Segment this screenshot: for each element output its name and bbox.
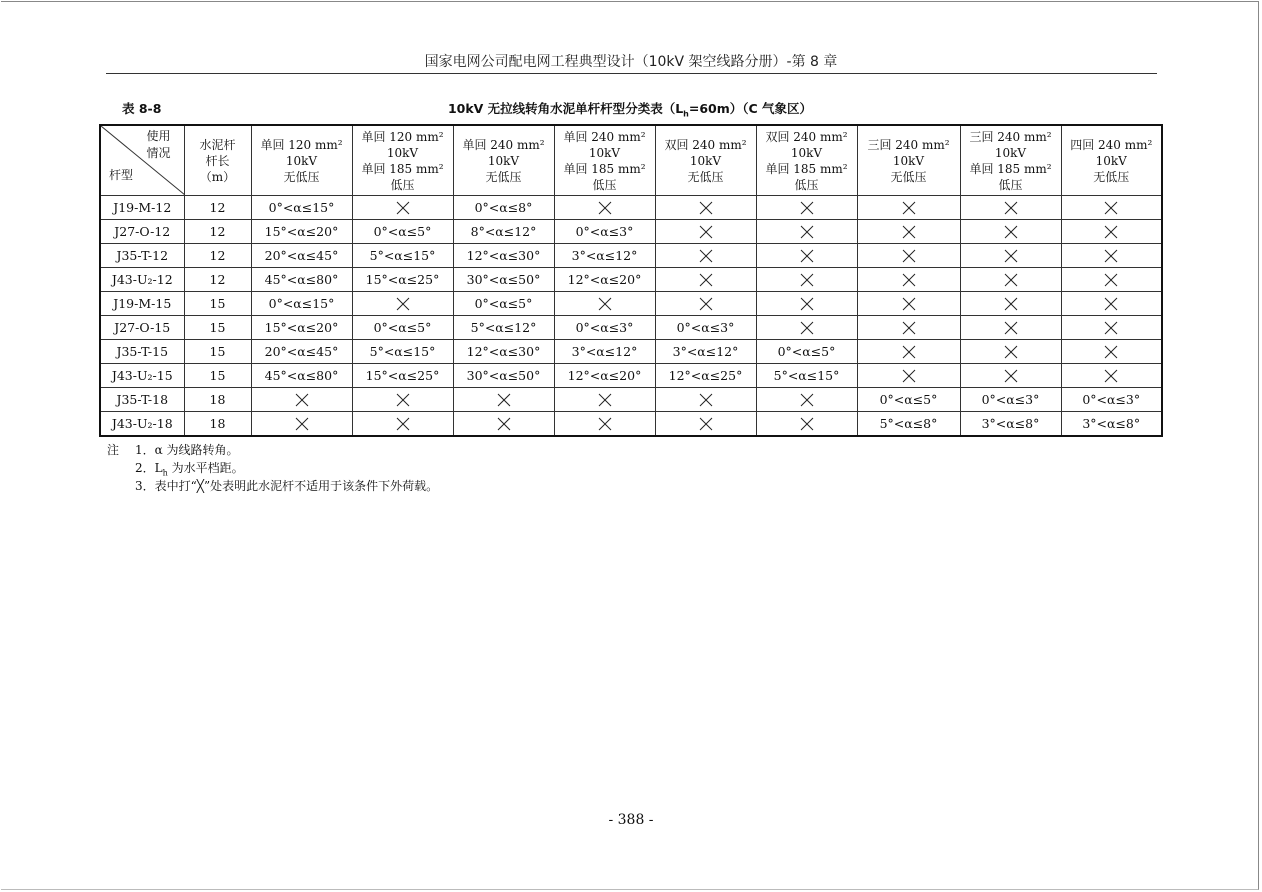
column-header-4 — [554, 125, 655, 196]
angle-range-cell: 15°<α≤25° — [352, 268, 453, 292]
pole-type-cell: J35-T-15 — [100, 340, 184, 364]
pole-type-cell: J43-U₂-15 — [100, 364, 184, 388]
not-applicable-cell — [554, 292, 655, 316]
note-1-text: 1．α 为线路转角。 — [135, 443, 239, 457]
note-2-text: 2．$L_h$ 为水平档距。 — [135, 461, 244, 478]
column-header-6 — [756, 125, 857, 196]
column-header-line: 低压 — [592, 177, 617, 192]
angle-range-cell: 0°<α≤3° — [960, 388, 1061, 412]
not-applicable-cross-icon — [1103, 225, 1119, 239]
pole-type-cell: J35-T-18 — [100, 388, 184, 412]
not-applicable-cell — [960, 316, 1061, 340]
column-header-line: 10kV — [588, 145, 621, 160]
table-label: 表 8-8 — [122, 101, 162, 116]
table-notes — [107, 441, 438, 495]
column-header-5 — [655, 125, 756, 196]
pole-length-cell: 12 — [184, 244, 251, 268]
angle-range-cell: 0°<α≤5° — [756, 340, 857, 364]
column-header-line: 单回 120 mm² — [361, 129, 444, 144]
not-applicable-cell — [554, 412, 655, 437]
pole-length-cell: 18 — [184, 388, 251, 412]
not-applicable-cross-icon — [597, 201, 613, 215]
not-applicable-cross-icon — [799, 249, 815, 263]
angle-range-cell: 15°<α≤20° — [251, 220, 352, 244]
not-applicable-cell — [1061, 364, 1162, 388]
pole-length-cell: 18 — [184, 412, 251, 437]
angle-range-cell: 30°<α≤50° — [453, 364, 554, 388]
angle-range-cell: 3°<α≤12° — [554, 340, 655, 364]
not-applicable-cross-icon — [799, 321, 815, 335]
not-applicable-cross-icon — [597, 297, 613, 311]
column-header-line: 单回 185 mm² — [361, 161, 444, 176]
table-row — [100, 244, 1162, 268]
not-applicable-cell — [1061, 244, 1162, 268]
not-applicable-cell — [251, 388, 352, 412]
not-applicable-cell — [453, 412, 554, 437]
not-applicable-cell — [857, 316, 960, 340]
not-applicable-cell — [960, 268, 1061, 292]
angle-range-cell: 0°<α≤3° — [655, 316, 756, 340]
not-applicable-cell — [1061, 220, 1162, 244]
table-row — [100, 412, 1162, 437]
column-header-8 — [960, 125, 1061, 196]
pole-type-table — [99, 124, 1163, 437]
not-applicable-cell — [857, 292, 960, 316]
corner-condition-label: 情况 — [146, 146, 171, 160]
not-applicable-cell — [756, 292, 857, 316]
pole-type-cell: J19-M-12 — [100, 196, 184, 220]
corner-diagonal — [101, 126, 185, 195]
column-header-line: 低压 — [998, 177, 1023, 192]
not-applicable-cell — [1061, 196, 1162, 220]
column-header-line: 单回 185 mm² — [765, 161, 848, 176]
pole-type-cell: J27-O-15 — [100, 316, 184, 340]
length-header-line: （m） — [199, 169, 236, 184]
angle-range-cell: 12°<α≤30° — [453, 244, 554, 268]
not-applicable-cross-icon — [395, 417, 411, 431]
angle-range-cell: 45°<α≤80° — [251, 268, 352, 292]
angle-range-cell: 12°<α≤30° — [453, 340, 554, 364]
not-applicable-cell — [352, 412, 453, 437]
pole-type-cell: J19-M-15 — [100, 292, 184, 316]
pole-type-cell: J43-U₂-12 — [100, 268, 184, 292]
angle-range-cell: 15°<α≤20° — [251, 316, 352, 340]
column-header-line: 单回 240 mm² — [563, 129, 646, 144]
not-applicable-cross-icon — [901, 297, 917, 311]
length-header-line: 水泥杆 — [199, 137, 236, 152]
not-applicable-cell — [655, 388, 756, 412]
angle-range-cell: 3°<α≤12° — [655, 340, 756, 364]
column-header-line: 10kV — [1095, 153, 1127, 168]
column-header-line: 10kV — [790, 145, 823, 160]
notes-head: 注 — [107, 443, 120, 457]
not-applicable-cross-icon — [597, 393, 613, 407]
not-applicable-cross-icon — [1003, 273, 1019, 287]
not-applicable-cell — [756, 220, 857, 244]
column-header-3 — [453, 125, 554, 196]
not-applicable-cell — [756, 196, 857, 220]
column-header-line: 单回 240 mm² — [462, 137, 545, 152]
table-row — [100, 388, 1162, 412]
angle-range-cell: 5°<α≤12° — [453, 316, 554, 340]
not-applicable-cell — [655, 268, 756, 292]
not-applicable-cross-icon — [901, 201, 917, 215]
not-applicable-cell — [857, 196, 960, 220]
not-applicable-cell — [756, 244, 857, 268]
column-header-line: 无低压 — [687, 169, 724, 184]
not-applicable-cross-icon — [1103, 297, 1119, 311]
not-applicable-cell — [655, 220, 756, 244]
table-row — [100, 196, 1162, 220]
not-applicable-cross-icon — [901, 273, 917, 287]
pole-length-cell: 12 — [184, 196, 251, 220]
not-applicable-cross-icon — [294, 393, 310, 407]
corner-header-cell — [100, 125, 184, 196]
angle-range-cell: 5°<α≤15° — [352, 340, 453, 364]
not-applicable-cross-icon — [799, 225, 815, 239]
not-applicable-cross-icon — [698, 201, 714, 215]
not-applicable-cross-icon — [496, 393, 512, 407]
column-header-line: 单回 185 mm² — [969, 161, 1052, 176]
not-applicable-cross-icon — [395, 201, 411, 215]
angle-range-cell: 0°<α≤3° — [554, 316, 655, 340]
not-applicable-cell — [554, 196, 655, 220]
not-applicable-cell — [756, 316, 857, 340]
angle-range-cell: 8°<α≤12° — [453, 220, 554, 244]
angle-range-cell: 20°<α≤45° — [251, 340, 352, 364]
page-number: - 388 - — [608, 812, 654, 828]
angle-range-cell: 5°<α≤15° — [756, 364, 857, 388]
not-applicable-cell — [960, 244, 1061, 268]
corner-type-label: 杆型 — [109, 168, 134, 182]
angle-range-cell: 0°<α≤5° — [352, 220, 453, 244]
not-applicable-cell — [857, 268, 960, 292]
not-applicable-cell — [655, 244, 756, 268]
angle-range-cell: 0°<α≤3° — [1061, 388, 1162, 412]
pole-type-cell: J27-O-12 — [100, 220, 184, 244]
column-header-2 — [352, 125, 453, 196]
not-applicable-cross-icon — [1003, 201, 1019, 215]
not-applicable-cross-icon — [1003, 249, 1019, 263]
not-applicable-cell — [352, 196, 453, 220]
not-applicable-cross-icon — [294, 417, 310, 431]
not-applicable-cell — [554, 388, 655, 412]
column-header-line: 10kV — [285, 153, 318, 168]
not-applicable-cross-icon — [1003, 369, 1019, 383]
not-applicable-cross-icon — [1103, 273, 1119, 287]
pole-length-cell: 12 — [184, 220, 251, 244]
not-applicable-cross-icon — [901, 321, 917, 335]
not-applicable-cross-icon — [698, 273, 714, 287]
not-applicable-cell — [857, 340, 960, 364]
column-header-line: 双回 240 mm² — [765, 129, 848, 144]
not-applicable-cell — [251, 412, 352, 437]
column-header-1 — [251, 125, 352, 196]
column-header-9 — [1061, 125, 1162, 196]
angle-range-cell: 30°<α≤50° — [453, 268, 554, 292]
not-applicable-cell — [960, 220, 1061, 244]
angle-range-cell: 5°<α≤15° — [352, 244, 453, 268]
pole-length-cell: 12 — [184, 268, 251, 292]
length-header-line: 杆长 — [205, 153, 230, 168]
column-header-line: 无低压 — [485, 169, 522, 184]
note-item — [107, 441, 438, 459]
not-applicable-cross-icon — [698, 297, 714, 311]
column-header-7 — [857, 125, 960, 196]
column-header-line: 10kV — [487, 153, 520, 168]
table-row — [100, 364, 1162, 388]
column-header-line: 单回 120 mm² — [260, 137, 343, 152]
not-applicable-cross-icon — [597, 417, 613, 431]
angle-range-cell: 3°<α≤8° — [1061, 412, 1162, 437]
note-3-text: 3．表中打“╳”处表明此水泥杆不适用于该条件下外荷载。 — [135, 479, 439, 493]
not-applicable-cross-icon — [901, 249, 917, 263]
corner-use-label: 使用 — [146, 129, 171, 143]
not-applicable-cell — [960, 292, 1061, 316]
angle-range-cell: 0°<α≤3° — [554, 220, 655, 244]
not-applicable-cross-icon — [698, 417, 714, 431]
not-applicable-cross-icon — [799, 417, 815, 431]
not-applicable-cell — [960, 340, 1061, 364]
running-header: 国家电网公司配电网工程典型设计（10kV 架空线路分册）-第 8 章 — [424, 54, 838, 70]
not-applicable-cross-icon — [1003, 345, 1019, 359]
table-row — [100, 292, 1162, 316]
angle-range-cell: 3°<α≤12° — [554, 244, 655, 268]
not-applicable-cross-icon — [698, 393, 714, 407]
not-applicable-cross-icon — [395, 297, 411, 311]
angle-range-cell: 12°<α≤25° — [655, 364, 756, 388]
not-applicable-cell — [352, 292, 453, 316]
not-applicable-cross-icon — [1103, 345, 1119, 359]
not-applicable-cross-icon — [799, 201, 815, 215]
not-applicable-cell — [756, 388, 857, 412]
not-applicable-cross-icon — [799, 297, 815, 311]
not-applicable-cross-icon — [799, 273, 815, 287]
angle-range-cell: 12°<α≤20° — [554, 364, 655, 388]
column-header-line: 10kV — [689, 153, 722, 168]
angle-range-cell: 3°<α≤8° — [960, 412, 1061, 437]
not-applicable-cross-icon — [901, 369, 917, 383]
angle-range-cell: 0°<α≤5° — [352, 316, 453, 340]
not-applicable-cell — [453, 388, 554, 412]
header-rule — [106, 73, 1157, 74]
not-applicable-cell — [857, 220, 960, 244]
column-header-line: 10kV — [386, 145, 419, 160]
angle-range-cell: 0°<α≤15° — [251, 196, 352, 220]
pole-length-cell: 15 — [184, 340, 251, 364]
pole-type-cell: J43-U₂-18 — [100, 412, 184, 437]
table-header-row — [100, 125, 1162, 196]
not-applicable-cross-icon — [799, 393, 815, 407]
not-applicable-cell — [1061, 340, 1162, 364]
not-applicable-cell — [756, 412, 857, 437]
pole-length-cell: 15 — [184, 292, 251, 316]
not-applicable-cross-icon — [698, 249, 714, 263]
angle-range-cell: 5°<α≤8° — [857, 412, 960, 437]
not-applicable-cell — [960, 364, 1061, 388]
not-applicable-cell — [960, 196, 1061, 220]
not-applicable-cell — [857, 244, 960, 268]
not-applicable-cross-icon — [1103, 321, 1119, 335]
column-header-line: 单回 185 mm² — [563, 161, 646, 176]
pole-type-cell: J35-T-12 — [100, 244, 184, 268]
column-header-line: 无低压 — [283, 169, 320, 184]
not-applicable-cross-icon — [698, 225, 714, 239]
not-applicable-cell — [756, 268, 857, 292]
angle-range-cell: 20°<α≤45° — [251, 244, 352, 268]
column-header-line: 三回 240 mm² — [969, 129, 1052, 144]
not-applicable-cell — [857, 364, 960, 388]
table-row — [100, 220, 1162, 244]
angle-range-cell: 0°<α≤8° — [453, 196, 554, 220]
pole-length-cell: 15 — [184, 316, 251, 340]
angle-range-cell: 12°<α≤20° — [554, 268, 655, 292]
note-item — [107, 459, 438, 477]
not-applicable-cross-icon — [1003, 225, 1019, 239]
column-header-line: 无低压 — [890, 169, 927, 184]
angle-range-cell: 0°<α≤15° — [251, 292, 352, 316]
not-applicable-cross-icon — [901, 225, 917, 239]
not-applicable-cell — [655, 292, 756, 316]
not-applicable-cross-icon — [1003, 297, 1019, 311]
column-header-line: 四回 240 mm² — [1070, 137, 1153, 152]
length-header-cell — [184, 125, 251, 196]
not-applicable-cross-icon — [1103, 369, 1119, 383]
not-applicable-cross-icon — [395, 393, 411, 407]
not-applicable-cell — [1061, 292, 1162, 316]
not-applicable-cell — [655, 412, 756, 437]
column-header-line: 三回 240 mm² — [867, 137, 950, 152]
column-header-line: 低压 — [794, 177, 819, 192]
not-applicable-cell — [655, 196, 756, 220]
not-applicable-cell — [352, 388, 453, 412]
table-row — [100, 316, 1162, 340]
column-header-line: 无低压 — [1093, 169, 1130, 184]
table-row — [100, 340, 1162, 364]
column-header-line: 10kV — [994, 145, 1027, 160]
not-applicable-cross-icon — [496, 417, 512, 431]
angle-range-cell: 0°<α≤5° — [453, 292, 554, 316]
column-header-line: 低压 — [390, 177, 415, 192]
not-applicable-cell — [1061, 268, 1162, 292]
column-header-line: 10kV — [892, 153, 925, 168]
table-row — [100, 268, 1162, 292]
angle-range-cell: 15°<α≤25° — [352, 364, 453, 388]
not-applicable-cell — [1061, 316, 1162, 340]
pole-length-cell: 15 — [184, 364, 251, 388]
angle-range-cell: 0°<α≤5° — [857, 388, 960, 412]
not-applicable-cross-icon — [1103, 201, 1119, 215]
table-body — [100, 196, 1162, 437]
angle-range-cell: 45°<α≤80° — [251, 364, 352, 388]
note-item — [107, 477, 438, 495]
column-header-line: 双回 240 mm² — [664, 137, 747, 152]
not-applicable-cross-icon — [901, 345, 917, 359]
not-applicable-cross-icon — [1003, 321, 1019, 335]
table-title: 10kV 无拉线转角水泥单杆杆型分类表$(L_h=60m)(C$ 气象区） — [447, 101, 813, 119]
not-applicable-cross-icon — [1103, 249, 1119, 263]
